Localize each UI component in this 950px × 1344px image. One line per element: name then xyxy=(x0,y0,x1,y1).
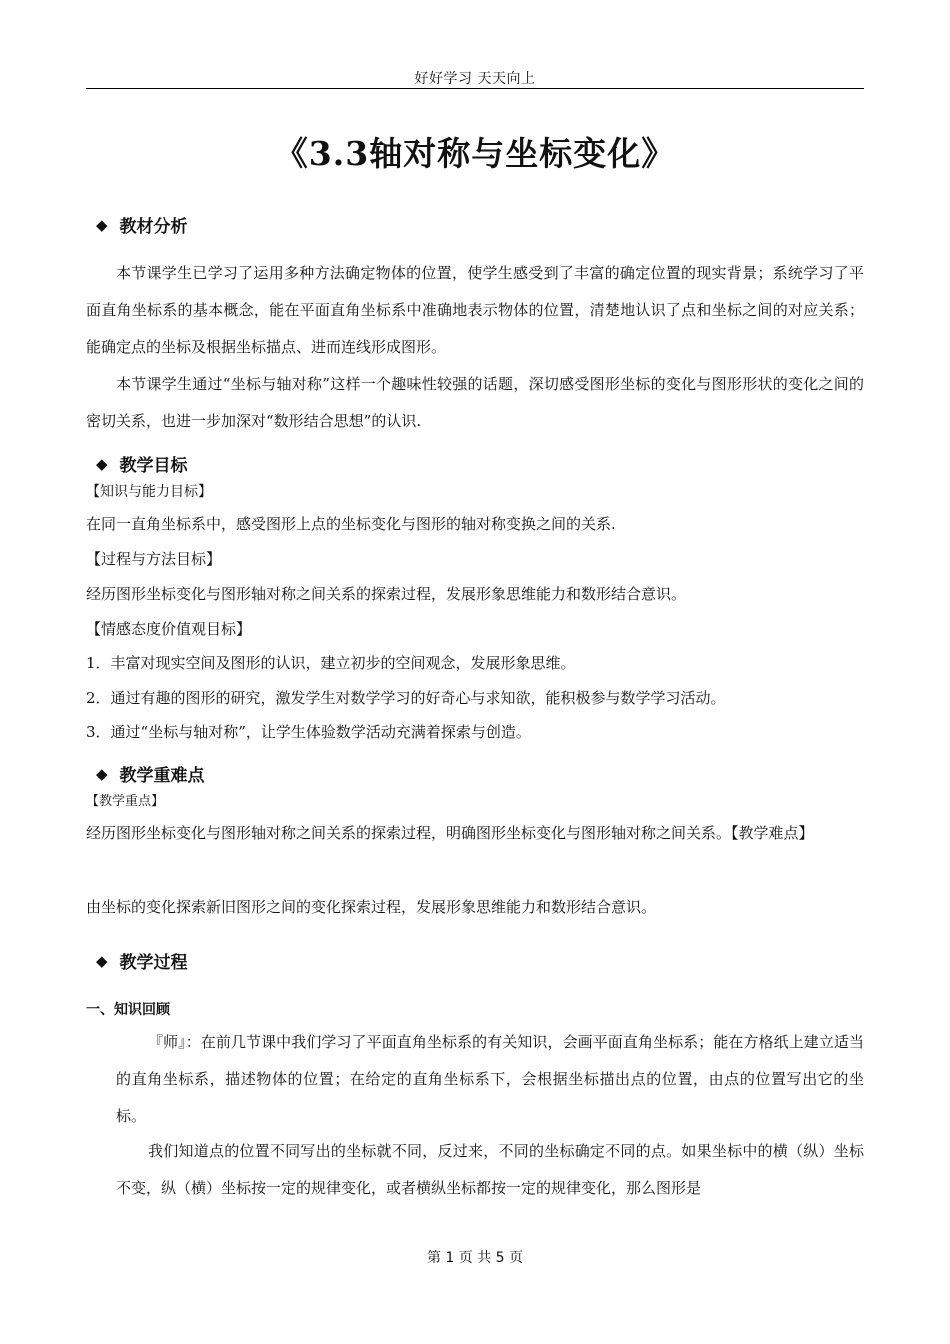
diamond-bullet-icon: ◆ xyxy=(96,454,108,473)
section-heading-process xyxy=(96,948,188,973)
analysis-paragraph-1: 本节课学生已学习了运用多种方法确定物体的位置，使学生感受到了丰富的确定位置的现实背景；系统学习了平面直角坐标系的基本概念，能在平面直角坐标系中准确地表示物体的位置，清楚地认识了点和坐标之间的对应关系；能确定点的坐标及根据坐标描点、进而连线形成图形。 xyxy=(86,264,864,356)
page-header: 好好学习 天天向上 xyxy=(414,71,536,87)
emotion-goal-item-3: 3．通过“坐标与轴对称”，让学生体验数学活动充满着探索与创造。 xyxy=(86,723,531,741)
section-title: 教学过程 xyxy=(119,953,188,973)
diamond-bullet-icon: ◆ xyxy=(96,951,108,970)
method-goal-label: 【过程与方法目标】 xyxy=(86,550,222,568)
review-paragraph-2: 我们知道点的位置不同写出的坐标就不同，反过来，不同的坐标确定不同的点。如果坐标中的横（纵）坐标不变，纵（横）坐标按一定的规律变化，或者横纵坐标都按一定的规律变化，那么图形是 xyxy=(116,1142,864,1197)
knowledge-goal-text: 在同一直角坐标系中，感受图形上点的坐标变化与图形的轴对称变换之间的关系. xyxy=(86,515,616,533)
key-point-text: 经历图形坐标变化与图形轴对称之间关系的探索过程，明确图形坐标变化与图形轴对称之间关系。【教学难点】 xyxy=(86,824,814,842)
key-point-label-wrapper xyxy=(86,794,286,807)
analysis-paragraph-2: 本节课学生通过“坐标与轴对称”这样一个趣味性较强的话题，深切感受图形坐标的变化与图形形状的变化之间的密切关系，也进一步加深对“数形结合思想”的认识. xyxy=(86,375,864,430)
diamond-bullet-icon: ◆ xyxy=(96,215,108,234)
section-title: 教学重难点 xyxy=(119,766,205,786)
emotion-goal-item-2: 2．通过有趣的图形的研究，激发学生对数学学习的好奇心与求知欲，能积极参与数学学习活动。 xyxy=(86,689,726,707)
section-heading-analysis xyxy=(96,212,188,237)
section-title: 教材分析 xyxy=(119,217,188,237)
section-heading-goals xyxy=(96,451,188,476)
difficulty-text: 由坐标的变化探索新旧图形之间的变化探索过程，发展形象思维能力和数形结合意识。 xyxy=(86,898,657,916)
section-heading-key-points xyxy=(96,761,205,786)
header-rule xyxy=(86,88,864,89)
subsection-review: 一、知识回顾 xyxy=(86,1002,170,1018)
emotion-goal-item-1: 1．丰富对现实空间及图形的认识，建立初步的空间观念，发展形象思维。 xyxy=(86,654,576,672)
method-goal-text: 经历图形坐标变化与图形轴对称之间关系的探索过程，发展形象思维能力和数形结合意识。 xyxy=(86,585,687,603)
page-footer: 第 1 页 共 5 页 xyxy=(426,1250,524,1266)
review-paragraph-1: 『师』：在前几节课中我们学习了平面直角坐标系的有关知识，会画平面直角坐标系；能在方格纸上建立适当的直角坐标系，描述物体的位置；在给定的直角坐标系下，会根据坐标描出点的位置，由点的位置写出它的坐标。 xyxy=(116,1033,864,1125)
document-title: 《3.3轴对称与坐标变化》 xyxy=(274,134,676,173)
knowledge-goal-label: 【知识与能力目标】 xyxy=(86,484,212,500)
key-point-label: 【教学重点】 xyxy=(86,794,165,807)
section-title: 教学目标 xyxy=(119,456,188,476)
emotion-goal-label: 【情感态度价值观目标】 xyxy=(86,620,252,638)
diamond-bullet-icon: ◆ xyxy=(96,764,108,783)
